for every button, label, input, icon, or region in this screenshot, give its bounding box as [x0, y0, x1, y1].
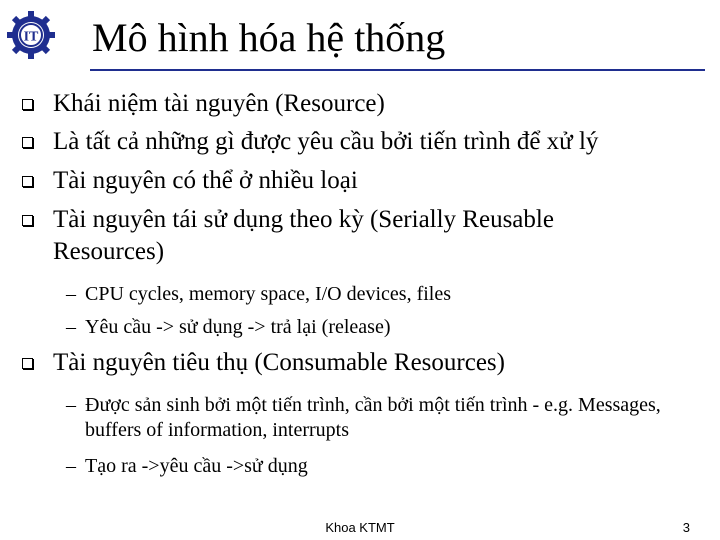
bullet-text: Là tất cả những gì được yêu cầu bởi tiến trình để xử lý [53, 128, 599, 155]
dash-marker: – [66, 394, 76, 416]
sub-item-text: Tạo ra ->yêu cầu ->sử dụng [85, 455, 308, 477]
bullet-item [20, 88, 700, 120]
page-number: 3 [682, 520, 690, 535]
title-underline [90, 69, 705, 71]
bullet-item [20, 126, 700, 158]
sub-item [66, 454, 696, 479]
checkbox-bullet-icon [22, 99, 33, 110]
bullet-item [20, 165, 700, 197]
logo-text: IT [23, 29, 39, 45]
checkbox-bullet-icon [22, 358, 33, 369]
checkbox-bullet-icon [22, 176, 33, 187]
bullet-item [20, 347, 700, 379]
checkbox-bullet-icon [22, 215, 33, 226]
sub-item-text: Được sản sinh bởi một tiến trình, cần bởi một tiến trình - e.g. Messages, buffers of information, interrupts [85, 394, 661, 441]
dash-marker: – [66, 455, 76, 477]
sub-item-text: CPU cycles, memory space, I/O devices, files [85, 283, 452, 305]
checkbox-bullet-icon [22, 137, 33, 148]
sub-item-text: Yêu cầu -> sử dụng -> trả lại (release) [85, 316, 391, 338]
bullet-text: Tài nguyên tiêu thụ (Consumable Resources) [53, 349, 505, 376]
slide-title: Mô hình hóa hệ thống [92, 15, 446, 60]
sub-item [66, 393, 666, 443]
footer-department: Khoa KTMT [325, 520, 395, 535]
sub-item [66, 315, 696, 340]
dash-marker: – [66, 316, 76, 338]
bullet-text: Khái niệm tài nguyên (Resource) [53, 90, 385, 117]
sub-item [66, 282, 696, 307]
university-gear-logo-icon [6, 10, 56, 60]
bullet-text: Tài nguyên có thể ở nhiều loại [53, 167, 358, 194]
bullet-item [20, 204, 620, 268]
bullet-text: Tài nguyên tái sử dụng theo kỳ (Serially Reusable Resources) [53, 206, 554, 265]
dash-marker: – [66, 283, 76, 305]
